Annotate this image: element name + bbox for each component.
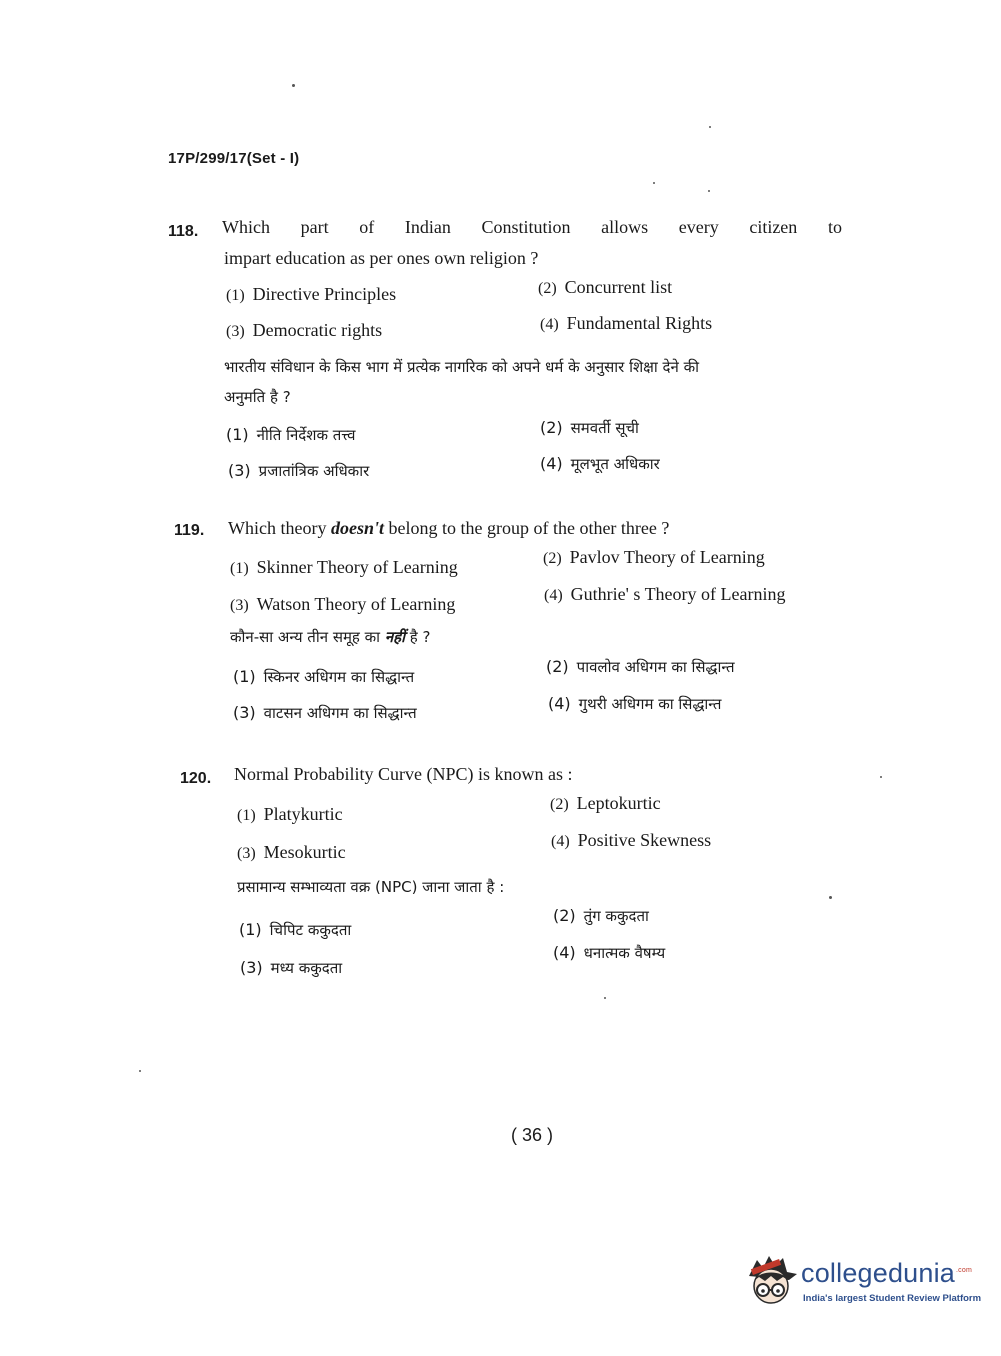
- option-number: (1): [237, 807, 256, 824]
- scan-speck: [880, 776, 882, 778]
- brand-tagline: India's largest Student Review Platform: [803, 1293, 982, 1304]
- option-number: (2): [550, 796, 569, 813]
- option-hindi-2: [553, 906, 649, 926]
- option-number: (1): [226, 287, 245, 304]
- word: citizen: [749, 217, 798, 237]
- option-text: वाटसन अधिगम का सिद्धान्त: [263, 704, 417, 722]
- option-text: Democratic rights: [252, 320, 383, 340]
- option-number: (1): [239, 920, 262, 939]
- option-text: Positive Skewness: [577, 830, 712, 850]
- option-hindi-1: [226, 425, 355, 445]
- option-text: Skinner Theory of Learning: [256, 557, 458, 577]
- option-hindi-4: [540, 454, 660, 474]
- question-text-line2: impart education as per ones own religion ?: [224, 248, 539, 268]
- option-1: [237, 804, 343, 825]
- option-hindi-1: [233, 667, 414, 687]
- option-number: (2): [543, 550, 562, 567]
- brand-name-text: collegedunia: [801, 1258, 956, 1288]
- option-text: चिपिट ककुदता: [269, 921, 352, 939]
- option-text: मध्य ककुदता: [270, 959, 343, 977]
- word: Indian: [404, 217, 451, 237]
- option-hindi-2: [540, 418, 639, 438]
- option-number: (1): [230, 560, 249, 577]
- question-text-line1: [222, 213, 842, 241]
- option-number: (3): [233, 703, 256, 722]
- question-text: [228, 514, 669, 542]
- option-text: स्किनर अधिगम का सिद्धान्त: [263, 668, 415, 686]
- scan-speck: [139, 1070, 141, 1072]
- word: allows: [601, 217, 649, 237]
- option-text: Guthrie' s Theory of Learning: [570, 584, 786, 604]
- option-number: (3): [228, 461, 251, 480]
- question-text: Normal Probability Curve (NPC) is known as :: [234, 764, 573, 784]
- question-text-part: कौन-सा अन्य तीन समूह का: [230, 628, 385, 646]
- option-1: [226, 284, 396, 305]
- option-number: (3): [230, 597, 249, 614]
- option-number: (4): [544, 587, 563, 604]
- option-text: Fundamental Rights: [566, 313, 713, 333]
- option-text: धनात्मक वैषम्य: [583, 944, 666, 962]
- option-number: (2): [538, 280, 557, 297]
- option-hindi-3: [240, 958, 342, 978]
- scan-speck: [709, 126, 711, 128]
- option-text: Leptokurtic: [576, 793, 661, 813]
- collegedunia-logo: [743, 1250, 982, 1312]
- scan-speck: [829, 896, 832, 899]
- question-emphasis: नहीं: [384, 628, 406, 646]
- option-number: (4): [551, 833, 570, 850]
- option-text: पावलोव अधिगम का सिद्धान्त: [576, 658, 735, 676]
- option-text: Mesokurtic: [263, 842, 346, 862]
- option-number: (1): [226, 425, 249, 444]
- option-2: [543, 547, 765, 568]
- question-text-hindi: प्रसामान्य सम्भाव्यता वक्र (NPC) जाना जाता है :: [237, 878, 505, 896]
- option-number: (1): [233, 667, 256, 686]
- option-text: Platykurtic: [263, 804, 343, 824]
- word: Constitution: [481, 217, 571, 237]
- option-number: (3): [226, 323, 245, 340]
- brand-name: [801, 1258, 972, 1289]
- scan-speck: [708, 190, 710, 192]
- question-number: 118.: [168, 223, 199, 240]
- scan-speck: [604, 997, 606, 999]
- option-number: (3): [237, 845, 256, 862]
- scan-speck: [292, 84, 295, 87]
- option-text: Watson Theory of Learning: [256, 594, 456, 614]
- option-3: [237, 842, 346, 863]
- option-4: [540, 313, 712, 334]
- question-text-part: है ?: [405, 628, 431, 646]
- option-text: प्रजातांत्रिक अधिकार: [258, 462, 370, 480]
- word: of: [359, 217, 375, 237]
- scan-speck: [653, 182, 655, 184]
- option-number: (4): [548, 694, 571, 713]
- option-number: (3): [240, 958, 263, 977]
- option-text: Pavlov Theory of Learning: [569, 547, 765, 567]
- word: to: [827, 217, 842, 237]
- option-text: Concurrent list: [564, 277, 673, 297]
- option-hindi-4: [548, 694, 721, 714]
- mascot-icon: [743, 1250, 801, 1312]
- option-2: [538, 277, 672, 298]
- option-hindi-3: [233, 703, 417, 723]
- question-text-hindi: [230, 622, 431, 652]
- page-number: ( 36 ): [511, 1125, 554, 1145]
- option-2: [550, 793, 661, 814]
- option-hindi-3: [228, 461, 369, 481]
- option-number: (2): [553, 906, 576, 925]
- question-number: 120.: [180, 770, 212, 787]
- option-4: [544, 584, 786, 605]
- word: Which: [222, 217, 270, 237]
- word: part: [300, 217, 329, 237]
- question-text-hindi-line2: अनुमति है ?: [224, 388, 291, 406]
- option-3: [230, 594, 455, 615]
- question-text-hindi-line1: भारतीय संविधान के किस भाग में प्रत्येक नागरिक को अपने धर्म के अनुसार शिक्षा देने की: [224, 358, 700, 376]
- option-4: [551, 830, 711, 851]
- paper-code: 17P/299/17(Set - I): [168, 150, 300, 167]
- option-number: (2): [546, 657, 569, 676]
- question-text-part: belong to the group of the other three ?: [383, 518, 670, 538]
- question-emphasis: doesn't: [330, 518, 384, 538]
- option-number: (4): [540, 316, 559, 333]
- option-number: (2): [540, 418, 563, 437]
- option-hindi-4: [553, 943, 665, 963]
- brand-suffix: .com: [956, 1267, 973, 1274]
- option-text: Directive Principles: [252, 284, 397, 304]
- option-text: मूलभूत अधिकार: [570, 455, 660, 473]
- question-text-part: Which theory: [228, 518, 331, 538]
- option-1: [230, 557, 458, 578]
- option-text: तुंग ककुदता: [583, 907, 649, 925]
- option-text: नीति निर्देशक तत्त्व: [256, 426, 356, 444]
- option-number: (4): [553, 943, 576, 962]
- word: every: [678, 217, 719, 237]
- option-text: गुथरी अधिगम का सिद्धान्त: [578, 695, 722, 713]
- option-text: समवर्ती सूची: [570, 419, 639, 437]
- option-number: (4): [540, 454, 563, 473]
- question-number: 119.: [174, 522, 205, 539]
- option-3: [226, 320, 382, 341]
- option-hindi-2: [546, 657, 735, 677]
- option-hindi-1: [239, 920, 351, 940]
